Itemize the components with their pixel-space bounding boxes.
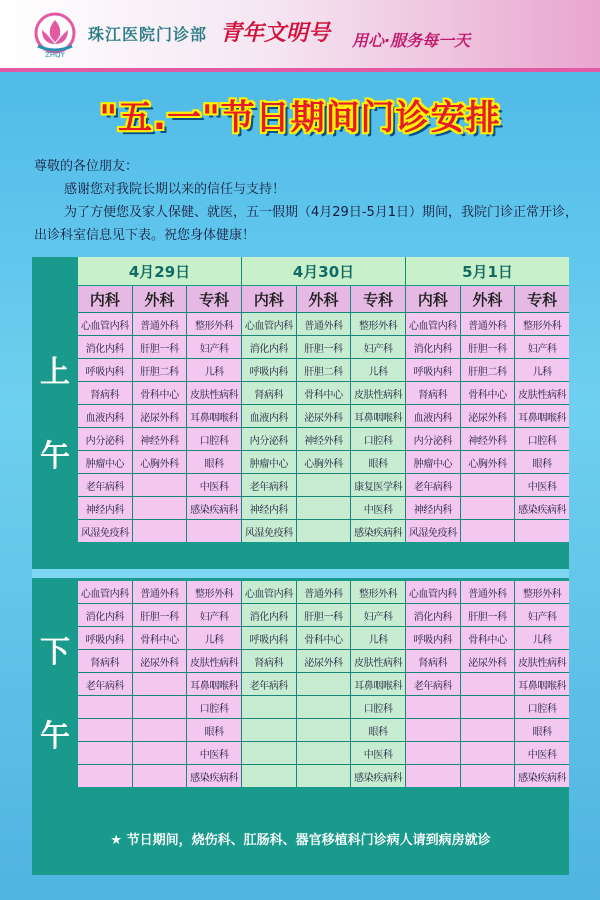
schedule-cell: 眼科 <box>351 451 405 473</box>
dept-header-cell: 外科 <box>461 286 515 312</box>
schedule-cell: 普通外科 <box>297 313 351 335</box>
schedule-cell: 泌尿外科 <box>461 405 515 427</box>
schedule-cell: 泌尿外科 <box>297 405 351 427</box>
schedule-cell: 耳鼻咽喉科 <box>351 673 405 695</box>
schedule-cell: 肿瘤中心 <box>406 451 460 473</box>
schedule-cell: 口腔科 <box>351 428 405 450</box>
schedule-cell <box>297 719 351 741</box>
schedule-cell: 消化内科 <box>242 604 296 626</box>
schedule-cell <box>187 520 241 542</box>
schedule-cell: 耳鼻咽喉科 <box>351 405 405 427</box>
schedule-cell <box>297 497 351 519</box>
schedule-cell: 肝胆二科 <box>297 359 351 381</box>
schedule-cell: 整形外科 <box>515 313 569 335</box>
schedule-cell: 妇产科 <box>515 604 569 626</box>
schedule-cell <box>461 673 515 695</box>
schedule-cell: 呼吸内科 <box>78 359 132 381</box>
schedule-cell: 口腔科 <box>187 696 241 718</box>
schedule-cell: 皮肤性病科 <box>515 650 569 672</box>
schedule-cell <box>242 742 296 764</box>
schedule-cell: 肝胆一科 <box>297 336 351 358</box>
schedule-cell: 康复医学科 <box>351 474 405 496</box>
schedule-cell <box>461 474 515 496</box>
schedule-cell: 呼吸内科 <box>78 627 132 649</box>
date-cell: 5月1日 <box>406 257 569 285</box>
schedule-cell: 普通外科 <box>461 313 515 335</box>
date-header-row <box>78 257 569 285</box>
schedule-cell: 肾病科 <box>406 650 460 672</box>
schedule-cell <box>297 520 351 542</box>
schedule-cell: 耳鼻咽喉科 <box>187 405 241 427</box>
dept-header-cell: 外科 <box>133 286 187 312</box>
schedule-cell <box>133 765 187 787</box>
schedule-cell <box>133 497 187 519</box>
schedule-cell: 儿科 <box>515 359 569 381</box>
schedule-cell: 泌尿外科 <box>133 405 187 427</box>
schedule-cell <box>78 765 132 787</box>
dept-header-cell: 专科 <box>351 286 405 312</box>
schedule-cell: 老年病科 <box>242 673 296 695</box>
schedule-cell: 肝胆一科 <box>133 604 187 626</box>
schedule-cell: 消化内科 <box>406 336 460 358</box>
schedule-cell: 心胸外科 <box>461 451 515 473</box>
schedule-cell: 肝胆二科 <box>133 359 187 381</box>
schedule-cell: 眼科 <box>187 719 241 741</box>
schedule-cell: 心血管内科 <box>78 313 132 335</box>
morning-label-char: 午 <box>40 439 70 474</box>
afternoon-label-char: 下 <box>40 635 70 670</box>
schedule-cell: 心胸外科 <box>297 451 351 473</box>
schedule-cell: 肾病科 <box>242 382 296 404</box>
schedule-cell: 肝胆一科 <box>133 336 187 358</box>
morning-label-char: 上 <box>40 355 70 390</box>
schedule-cell <box>133 696 187 718</box>
schedule-cell: 眼科 <box>515 719 569 741</box>
schedule-cell: 儿科 <box>187 359 241 381</box>
schedule-cell: 肾病科 <box>242 650 296 672</box>
schedule-cell: 肝胆一科 <box>297 604 351 626</box>
schedule-cell: 整形外科 <box>351 581 405 603</box>
schedule-cell: 皮肤性病科 <box>351 650 405 672</box>
schedule-cell <box>242 719 296 741</box>
schedule-cell <box>297 673 351 695</box>
schedule-cell: 儿科 <box>351 627 405 649</box>
schedule-cell <box>133 673 187 695</box>
schedule-cell: 普通外科 <box>297 581 351 603</box>
schedule-cell: 消化内科 <box>78 336 132 358</box>
schedule-cell: 血液内科 <box>406 405 460 427</box>
schedule-cell: 呼吸内科 <box>242 359 296 381</box>
schedule-cell <box>297 742 351 764</box>
schedule-cell: 感染疾病科 <box>187 497 241 519</box>
schedule-cell: 心血管内科 <box>406 581 460 603</box>
slogan: 用心·服务每一天 <box>352 31 471 50</box>
schedule-cell: 口腔科 <box>515 696 569 718</box>
schedule-cell <box>242 696 296 718</box>
logo-text: ZHQY <box>45 51 65 58</box>
schedule-cell <box>406 765 460 787</box>
schedule-cell: 心血管内科 <box>242 313 296 335</box>
schedule-cell: 感染疾病科 <box>351 765 405 787</box>
schedule-cell: 老年病科 <box>78 673 132 695</box>
schedule-cell: 消化内科 <box>78 604 132 626</box>
schedule-cell: 风湿免疫科 <box>78 520 132 542</box>
schedule-cell: 感染疾病科 <box>515 497 569 519</box>
schedule-cell: 眼科 <box>187 451 241 473</box>
schedule-cell: 感染疾病科 <box>187 765 241 787</box>
schedule-cell: 神经内科 <box>406 497 460 519</box>
dept-header-cell: 内科 <box>242 286 296 312</box>
civil-sign: 青年文明号 <box>220 20 331 46</box>
schedule-cell: 中医科 <box>351 497 405 519</box>
schedule-cell <box>133 474 187 496</box>
schedule-cell: 神经外科 <box>461 428 515 450</box>
schedule-cell <box>461 765 515 787</box>
schedule-cell: 儿科 <box>515 627 569 649</box>
schedule-cell: 老年病科 <box>78 474 132 496</box>
schedule-cell: 肾病科 <box>406 382 460 404</box>
schedule-cell <box>461 696 515 718</box>
schedule-cell: 心血管内科 <box>242 581 296 603</box>
dept-header-cell: 外科 <box>297 286 351 312</box>
schedule-cell: 皮肤性病科 <box>187 382 241 404</box>
schedule-table <box>32 257 569 875</box>
schedule-cell <box>297 474 351 496</box>
schedule-cell: 妇产科 <box>187 336 241 358</box>
schedule-cell: 普通外科 <box>133 581 187 603</box>
schedule-cell: 内分泌科 <box>242 428 296 450</box>
notice-paragraph: 为了方便您及家人保健、就医，五一假期（4月29日-5月1日）期间，我院门诊正常开诊，出诊科室信息见下表。祝您身体健康！ <box>34 205 579 243</box>
schedule-cell: 口腔科 <box>351 696 405 718</box>
page-title: "五.一"节日期间门诊安排 <box>99 98 501 138</box>
schedule-cell <box>242 765 296 787</box>
afternoon-label-char: 午 <box>40 719 70 754</box>
schedule-cell: 皮肤性病科 <box>187 650 241 672</box>
thanks-line: 感谢您对我院长期以来的信任与支持！ <box>64 182 286 197</box>
schedule-cell: 血液内科 <box>242 405 296 427</box>
afternoon-grid <box>78 581 569 787</box>
schedule-cell <box>297 696 351 718</box>
schedule-cell <box>78 719 132 741</box>
schedule-cell <box>515 520 569 542</box>
schedule-cell: 血液内科 <box>78 405 132 427</box>
schedule-cell <box>461 719 515 741</box>
schedule-cell: 呼吸内科 <box>406 359 460 381</box>
schedule-cell: 皮肤性病科 <box>351 382 405 404</box>
schedule-cell <box>406 719 460 741</box>
schedule-cell: 内分泌科 <box>78 428 132 450</box>
schedule-cell: 风湿免疫科 <box>406 520 460 542</box>
schedule-cell: 神经外科 <box>297 428 351 450</box>
schedule-cell: 口腔科 <box>515 428 569 450</box>
schedule-cell <box>406 696 460 718</box>
schedule-cell: 皮肤性病科 <box>515 382 569 404</box>
schedule-cell: 口腔科 <box>187 428 241 450</box>
date-cell: 4月30日 <box>242 257 405 285</box>
schedule-cell: 妇产科 <box>515 336 569 358</box>
schedule-cell: 泌尿外科 <box>297 650 351 672</box>
schedule-cell: 肾病科 <box>78 382 132 404</box>
schedule-cell <box>133 520 187 542</box>
schedule-cell: 老年病科 <box>406 673 460 695</box>
schedule-cell: 中医科 <box>515 474 569 496</box>
morning-label <box>32 347 78 475</box>
schedule-cell <box>461 497 515 519</box>
schedule-cell: 妇产科 <box>187 604 241 626</box>
schedule-cell: 消化内科 <box>406 604 460 626</box>
schedule-cell: 老年病科 <box>242 474 296 496</box>
schedule-cell: 骨科中心 <box>133 627 187 649</box>
schedule-cell: 中医科 <box>187 742 241 764</box>
schedule-cell: 风湿免疫科 <box>242 520 296 542</box>
schedule-cell: 耳鼻咽喉科 <box>187 673 241 695</box>
header-band <box>0 0 600 72</box>
schedule-cell: 心胸外科 <box>133 451 187 473</box>
schedule-cell: 整形外科 <box>351 313 405 335</box>
schedule-cell: 中医科 <box>187 474 241 496</box>
schedule-cell: 骨科中心 <box>461 627 515 649</box>
schedule-cell: 耳鼻咽喉科 <box>515 405 569 427</box>
schedule-cell: 骨科中心 <box>133 382 187 404</box>
schedule-cell: 感染疾病科 <box>515 765 569 787</box>
schedule-cell: 感染疾病科 <box>351 520 405 542</box>
schedule-cell <box>461 742 515 764</box>
schedule-cell: 整形外科 <box>515 581 569 603</box>
schedule-cell: 整形外科 <box>187 313 241 335</box>
schedule-cell <box>133 742 187 764</box>
hospital-logo-icon <box>30 12 80 58</box>
schedule-cell: 肾病科 <box>78 650 132 672</box>
greeting: 尊敬的各位朋友： <box>34 159 139 174</box>
schedule-cell: 老年病科 <box>406 474 460 496</box>
schedule-cell: 眼科 <box>515 451 569 473</box>
schedule-cell: 泌尿外科 <box>461 650 515 672</box>
schedule-cell: 妇产科 <box>351 604 405 626</box>
schedule-cell: 骨科中心 <box>461 382 515 404</box>
schedule-cell: 肝胆一科 <box>461 604 515 626</box>
schedule-cell: 儿科 <box>351 359 405 381</box>
schedule-cell: 内分泌科 <box>406 428 460 450</box>
hospital-name: 珠江医院门诊部 <box>88 25 208 44</box>
schedule-cell: 眼科 <box>351 719 405 741</box>
schedule-cell: 肿瘤中心 <box>242 451 296 473</box>
dept-header-cell: 内科 <box>406 286 460 312</box>
schedule-cell: 骨科中心 <box>297 382 351 404</box>
schedule-cell: 心血管内科 <box>78 581 132 603</box>
schedule-cell: 肝胆一科 <box>461 336 515 358</box>
schedule-cell <box>133 719 187 741</box>
schedule-cell <box>297 765 351 787</box>
schedule-cell: 泌尿外科 <box>133 650 187 672</box>
schedule-cell: 耳鼻咽喉科 <box>515 673 569 695</box>
schedule-cell: 妇产科 <box>351 336 405 358</box>
schedule-cell: 中医科 <box>515 742 569 764</box>
dept-header-cell: 专科 <box>515 286 569 312</box>
morning-grid <box>78 286 569 542</box>
schedule-cell <box>78 742 132 764</box>
date-cell: 4月29日 <box>78 257 241 285</box>
schedule-cell: 神经外科 <box>133 428 187 450</box>
schedule-cell <box>406 742 460 764</box>
schedule-cell: 儿科 <box>187 627 241 649</box>
schedule-cell: 呼吸内科 <box>406 627 460 649</box>
intro-text <box>34 155 579 247</box>
footer-note: ★ 节日期间，烧伤科、肛肠科、器官移植科门诊病人请到病房就诊 <box>32 802 569 875</box>
schedule-cell: 普通外科 <box>133 313 187 335</box>
schedule-cell: 心血管内科 <box>406 313 460 335</box>
schedule-cell: 神经内科 <box>242 497 296 519</box>
schedule-cell <box>461 520 515 542</box>
dept-header-cell: 专科 <box>187 286 241 312</box>
schedule-cell: 整形外科 <box>187 581 241 603</box>
afternoon-label <box>32 627 78 755</box>
schedule-cell: 普通外科 <box>461 581 515 603</box>
schedule-cell <box>78 696 132 718</box>
schedule-cell: 呼吸内科 <box>242 627 296 649</box>
schedule-cell: 神经内科 <box>78 497 132 519</box>
schedule-cell: 中医科 <box>351 742 405 764</box>
dept-header-cell: 内科 <box>78 286 132 312</box>
schedule-cell: 肿瘤中心 <box>78 451 132 473</box>
schedule-cell: 骨科中心 <box>297 627 351 649</box>
section-divider <box>32 569 569 578</box>
schedule-cell: 消化内科 <box>242 336 296 358</box>
schedule-cell: 肝胆二科 <box>461 359 515 381</box>
